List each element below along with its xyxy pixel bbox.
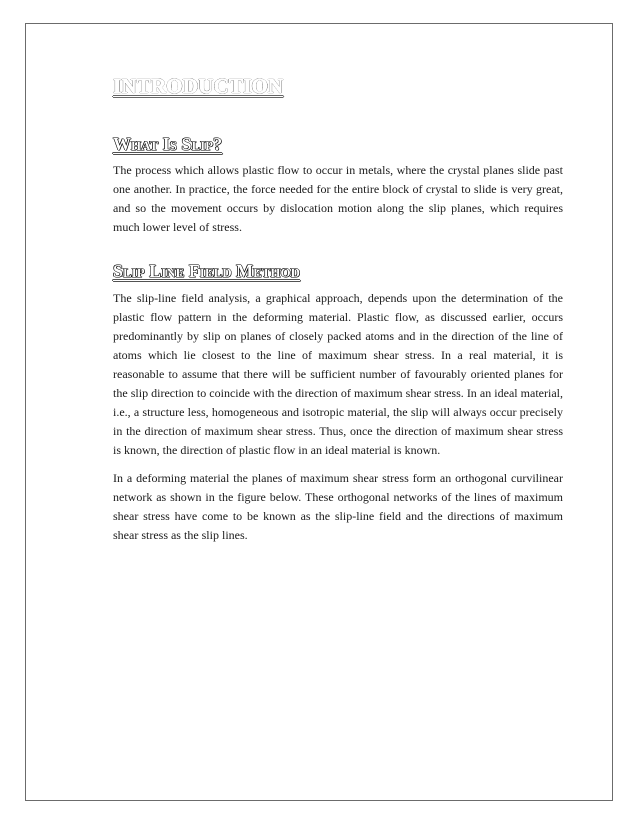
- paragraph-what-is-slip: The process which allows plastic flow to occur in metals, where the crystal planes slide past one another. In practice, the force needed for the entire block of crystal to slide is very great, and so the movement occurs by dislocation motion along the slip planes, which requires much lower level of stress.: [113, 163, 563, 234]
- paragraph-slip-line-analysis: The slip-line field analysis, a graphical approach, depends upon the determination of the plastic flow pattern in the deforming material. Plastic flow, as discussed earlier, occurs predominantly by slip on planes of closely packed atoms and in the direction of the line of atoms which lie closest to the line of maximum shear stress. In a real material, it is reasonable to assume that there will be sufficient number of favourably oriented planes for the slip direction to coincide with the direction of maximum shear stress. In an ideal material, i.e., a structure less, homogeneous and isotropic material, the slip will always occur precisely in the direction of maximum shear stress. Thus, once the direction of maximum shear stress is known, the direction of plastic flow in an ideal material is known.: [113, 291, 563, 457]
- section-heading-what-is-slip: What Is Slip?: [113, 134, 223, 154]
- document-body: [113, 71, 563, 545]
- document-title: INTRODUCTION: [113, 74, 284, 98]
- paragraph-slip-line-network: In a deforming material the planes of maximum shear stress form an orthogonal curvilinear network as shown in the figure below. These orthogonal networks of the lines of maximum shear stress have come to be known as the slip-line field and the directions of maximum shear stress as the slip lines.: [113, 471, 563, 542]
- section-heading-slip-line-field-method: Slip Line Field Method: [113, 261, 301, 281]
